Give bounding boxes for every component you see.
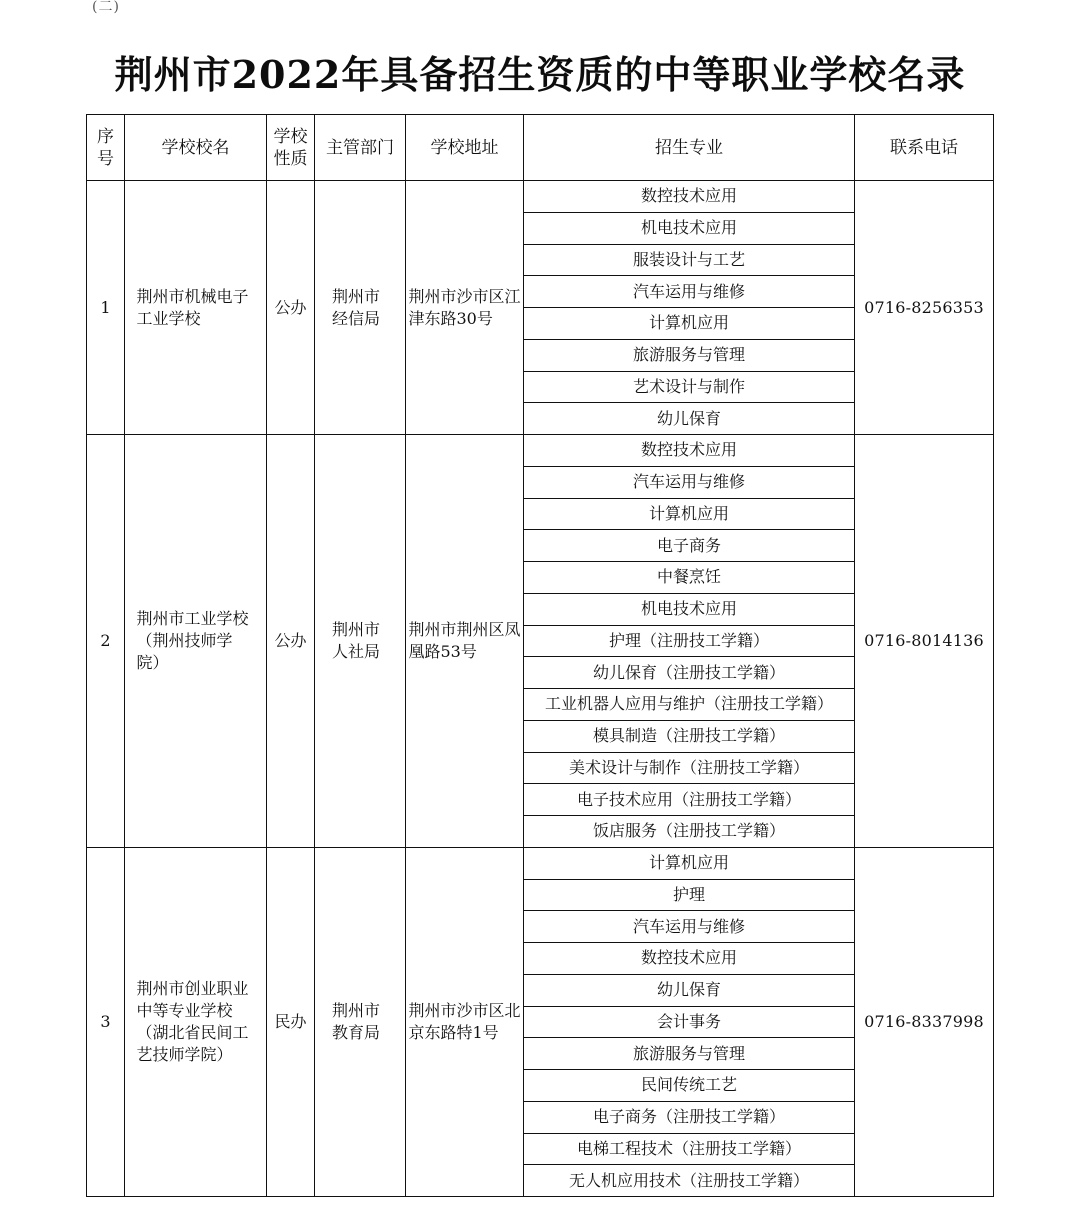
- page-fragment-label: (二): [92, 0, 120, 15]
- major-name: 幼儿保育（注册技工学籍）: [524, 657, 855, 689]
- school-department-text: 荆州市人社局: [332, 619, 381, 661]
- school-index: 2: [87, 435, 125, 848]
- school-nature: 公办: [267, 181, 315, 435]
- school-address: [406, 181, 524, 435]
- major-name: 会计事务: [524, 1006, 855, 1038]
- major-name: 饭店服务（注册技工学籍）: [524, 816, 855, 848]
- major-name: 幼儿保育: [524, 403, 855, 435]
- header-address: 学校地址: [406, 115, 524, 181]
- major-row: [87, 847, 994, 879]
- major-name: 电梯工程技术（注册技工学籍）: [524, 1133, 855, 1165]
- major-name: 模具制造（注册技工学籍）: [524, 720, 855, 752]
- school-address-text: 荆州市沙市区江津东路30号: [408, 286, 521, 328]
- major-name: 中餐烹饪: [524, 562, 855, 594]
- school-index: 1: [87, 181, 125, 435]
- header-phone: 联系电话: [855, 115, 994, 181]
- header-nature-text: 学校性质: [273, 126, 308, 169]
- school-nature: 民办: [267, 847, 315, 1196]
- major-row: [87, 181, 994, 213]
- school-address: [406, 435, 524, 848]
- school-name-text: 荆州市工业学校（荆州技师学院）: [136, 608, 249, 672]
- header-index-text: 序号: [97, 126, 114, 169]
- school-address: [406, 847, 524, 1196]
- major-name: 护理（注册技工学籍）: [524, 625, 855, 657]
- school-name-text: 荆州市创业职业中等专业学校（湖北省民间工艺技师学院）: [136, 978, 249, 1064]
- school-department: [315, 181, 406, 435]
- school-phone: 0716-8014136: [855, 435, 994, 848]
- major-name: 护理: [524, 879, 855, 911]
- major-name: 无人机应用技术（注册技工学籍）: [524, 1165, 855, 1197]
- major-name: 工业机器人应用与维护（注册技工学籍）: [524, 689, 855, 721]
- major-name: 旅游服务与管理: [524, 1038, 855, 1070]
- major-name: 计算机应用: [524, 308, 855, 340]
- school-name: [125, 181, 267, 435]
- school-department: [315, 847, 406, 1196]
- major-name: 电子商务（注册技工学籍）: [524, 1101, 855, 1133]
- major-name: 机电技术应用: [524, 212, 855, 244]
- header-school-name: 学校校名: [125, 115, 267, 181]
- school-roster-table: [86, 114, 994, 1197]
- header-department: 主管部门: [315, 115, 406, 181]
- major-name: 数控技术应用: [524, 943, 855, 975]
- major-name: 美术设计与制作（注册技工学籍）: [524, 752, 855, 784]
- school-address-text: 荆州市沙市区北京东路特1号: [408, 1000, 521, 1042]
- school-department-text: 荆州市教育局: [332, 1000, 381, 1042]
- school-department-text: 荆州市经信局: [332, 286, 381, 328]
- school-phone: 0716-8337998: [855, 847, 994, 1196]
- header-majors: 招生专业: [524, 115, 855, 181]
- school-nature: 公办: [267, 435, 315, 848]
- major-name: 民间传统工艺: [524, 1070, 855, 1102]
- major-name: 汽车运用与维修: [524, 276, 855, 308]
- school-name: [125, 435, 267, 848]
- major-name: 计算机应用: [524, 498, 855, 530]
- major-name: 汽车运用与维修: [524, 466, 855, 498]
- major-name: 数控技术应用: [524, 435, 855, 467]
- table-header-row: [87, 115, 994, 181]
- major-name: 计算机应用: [524, 847, 855, 879]
- major-name: 汽车运用与维修: [524, 911, 855, 943]
- header-index: [87, 115, 125, 181]
- school-address-text: 荆州市荆州区凤凰路53号: [408, 619, 521, 661]
- major-name: 电子技术应用（注册技工学籍）: [524, 784, 855, 816]
- header-school-nature: [267, 115, 315, 181]
- document-title: 荆州市2022年具备招生资质的中等职业学校名录: [114, 52, 966, 97]
- major-name: 旅游服务与管理: [524, 339, 855, 371]
- major-name: 数控技术应用: [524, 181, 855, 213]
- major-name: 电子商务: [524, 530, 855, 562]
- major-name: 艺术设计与制作: [524, 371, 855, 403]
- major-name: 服装设计与工艺: [524, 244, 855, 276]
- major-row: [87, 435, 994, 467]
- school-phone: 0716-8256353: [855, 181, 994, 435]
- school-name-text: 荆州市机械电子工业学校: [136, 286, 249, 328]
- school-name: [125, 847, 267, 1196]
- school-index: 3: [87, 847, 125, 1196]
- school-department: [315, 435, 406, 848]
- major-name: 机电技术应用: [524, 593, 855, 625]
- major-name: 幼儿保育: [524, 974, 855, 1006]
